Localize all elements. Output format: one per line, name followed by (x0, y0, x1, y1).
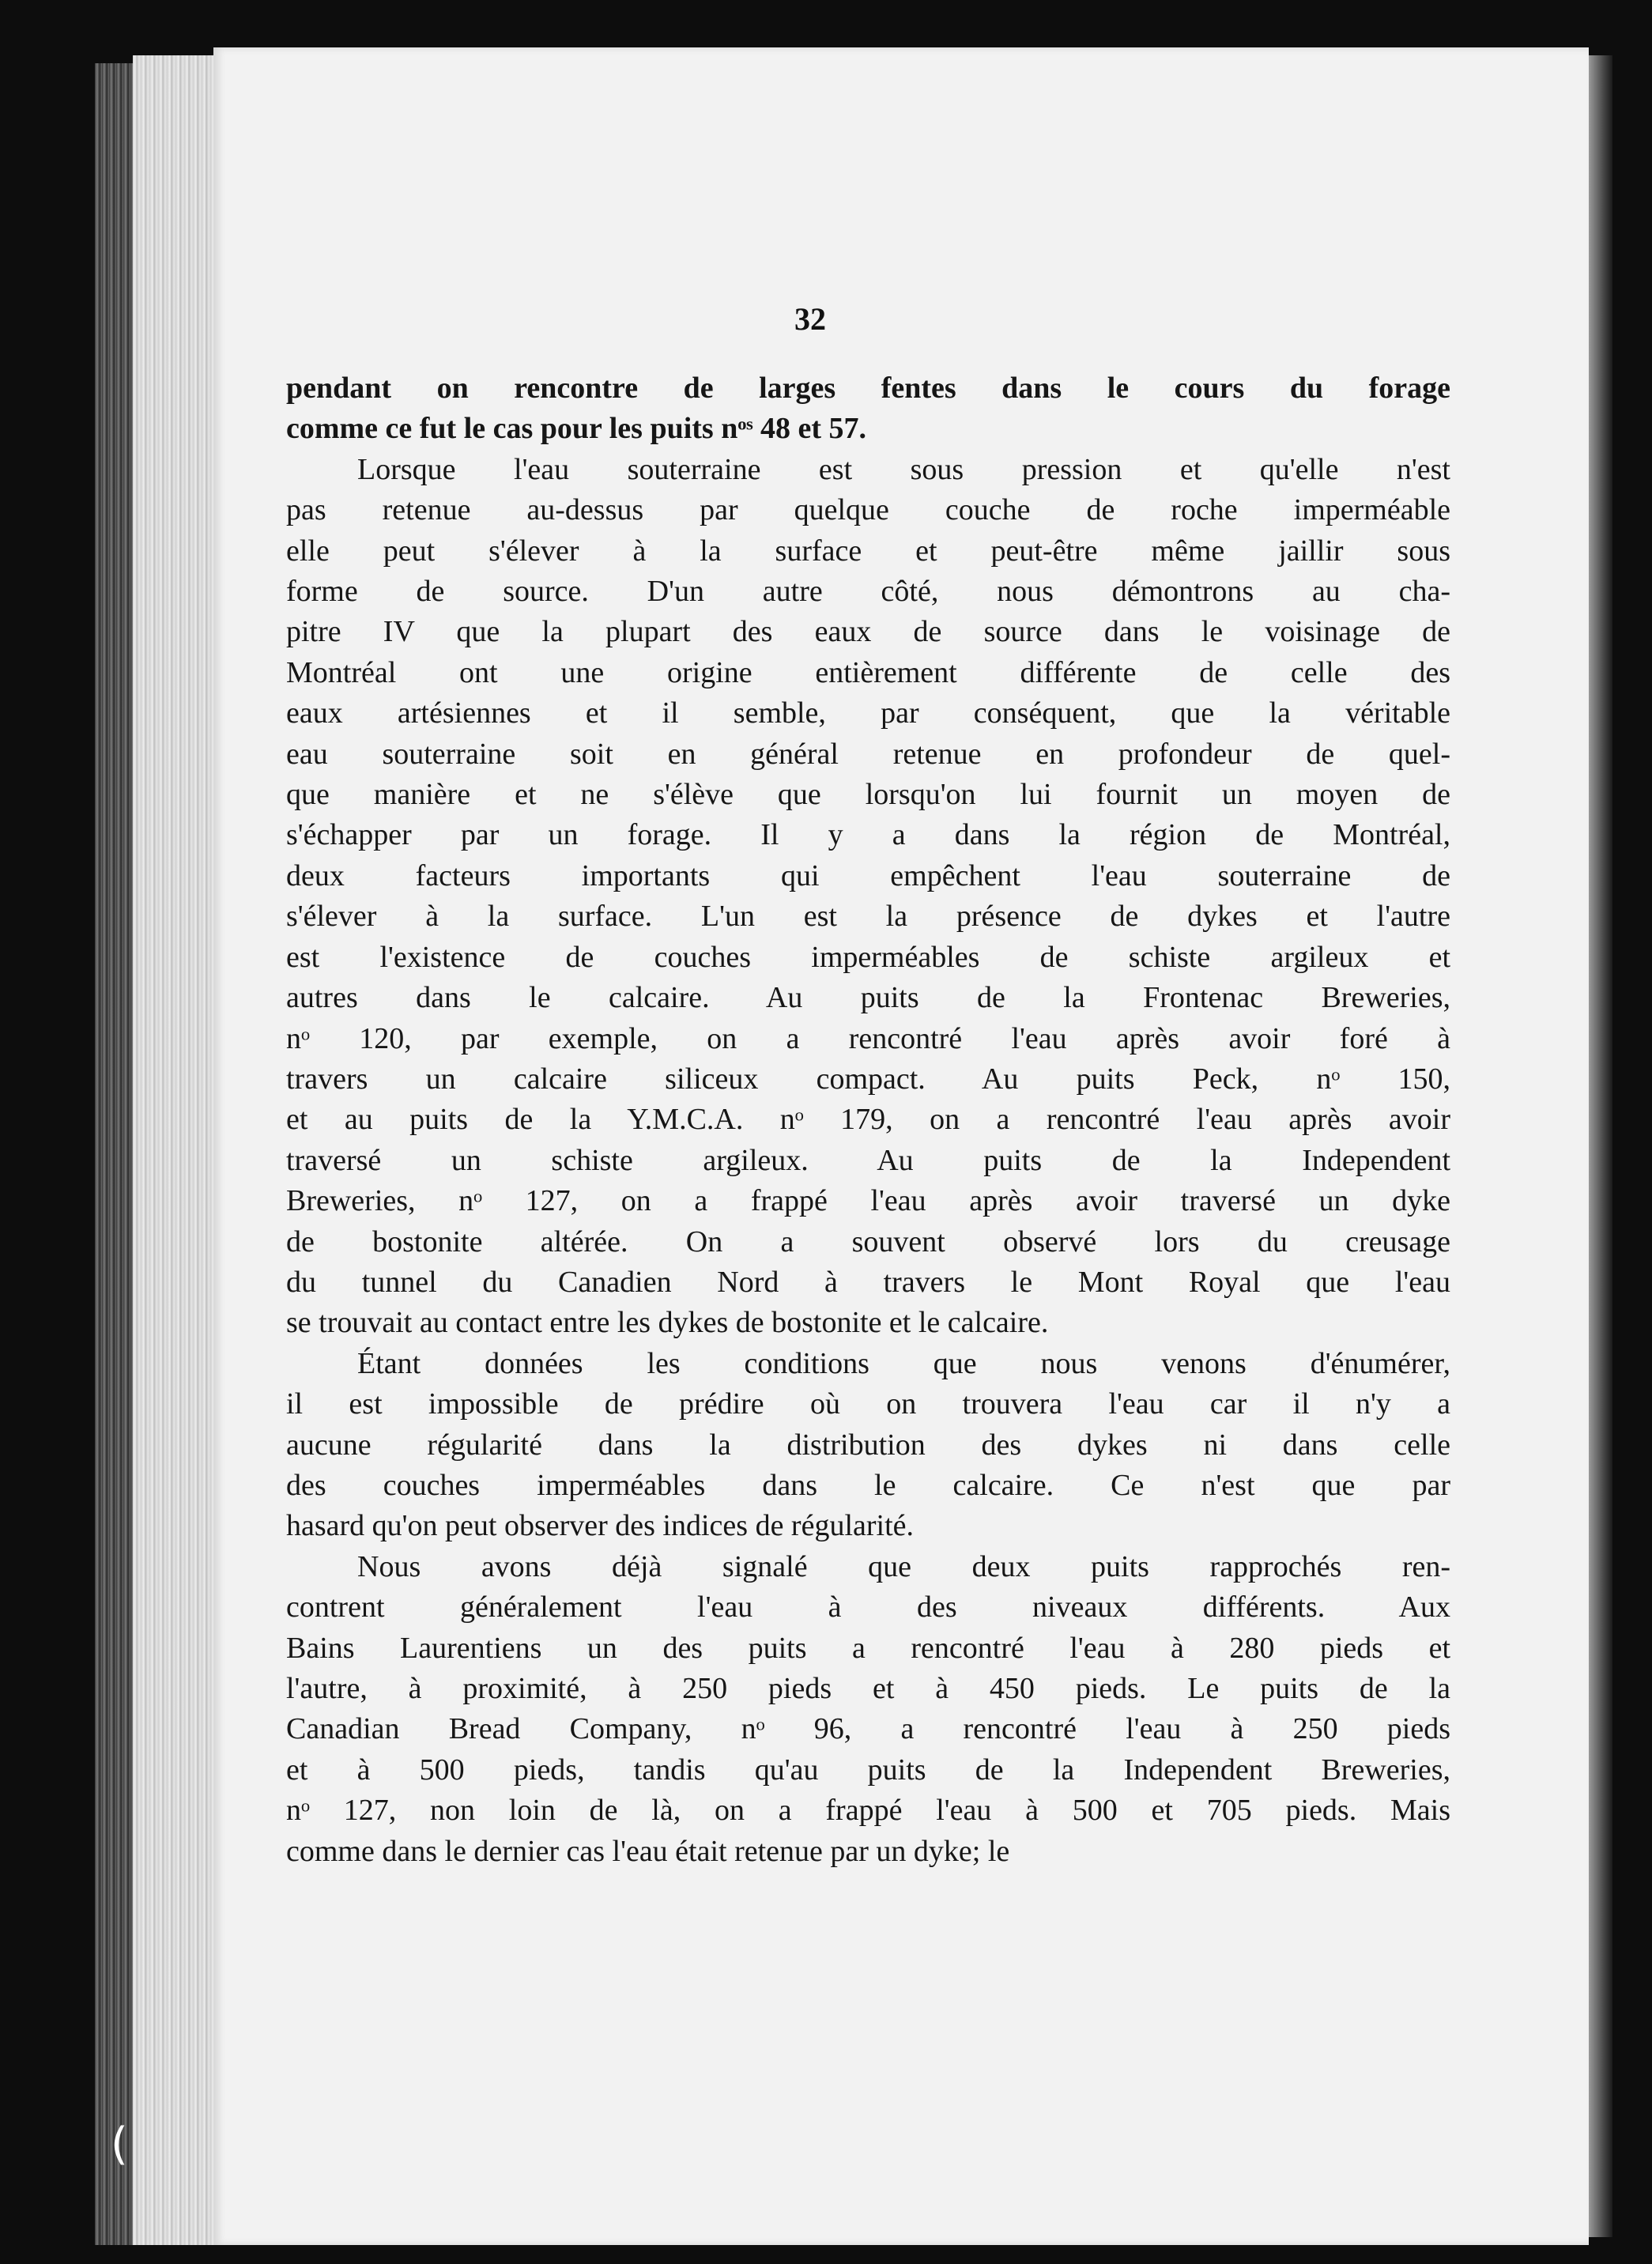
text-line: autres dans le calcaire. Au puits de la Frontenac Breweries, (286, 981, 1450, 1015)
text-line: Breweries, nᵒ 127, on a frappé l'eau après avoir traversé un dyke (286, 1184, 1450, 1218)
text-line: il est impossible de prédire où on trouvera l'eau car il n'y a (286, 1387, 1450, 1421)
text-line: eau souterraine soit en général retenue en profondeur de quel- (286, 737, 1450, 771)
page-number: 32 (794, 301, 826, 337)
text-line: nᵒ 127, non loin de là, on a frappé l'eau à 500 et 705 pieds. Mais (286, 1794, 1450, 1828)
text-line: deux facteurs importants qui empêchent l'eau souterraine de (286, 858, 1450, 892)
text-line: travers un calcaire siliceux compact. Au puits Peck, nᵒ 150, (286, 1062, 1450, 1096)
text-line: Lorsque l'eau souterraine est sous pression et qu'elle n'est (357, 452, 1450, 486)
text-line: nᵒ 120, par exemple, on a rencontré l'eau après avoir foré à (286, 1021, 1450, 1055)
page-stack-edges (133, 55, 220, 2245)
text-line: que manière et ne s'élève que lorsqu'on lui fournit un moyen de (286, 778, 1450, 812)
text-line: de bostonite altérée. On a souvent observé lors du creusage (286, 1224, 1450, 1258)
paragraph (286, 1344, 1450, 1547)
text-line: hasard qu'on peut observer des indices de régularité. (286, 1509, 915, 1543)
text-line: est l'existence de couches imperméables de schiste argileux et (286, 940, 1450, 974)
paragraph (286, 450, 1450, 1344)
text-line: pendant on rencontre de larges fentes dans le cours du forage (286, 372, 1450, 405)
text-line: elle peut s'élever à la surface et peut-être même jaillir sous (286, 534, 1450, 568)
text-line: aucune régularité dans la distribution des dykes ni dans celle (286, 1428, 1450, 1462)
text-line: Étant données les conditions que nous venons d'énumérer, (357, 1346, 1450, 1380)
text-line: Montréal ont une origine entièrement différente de celle des (286, 655, 1450, 689)
text-line: et au puits de la Y.M.C.A. nᵒ 179, on a rencontré l'eau après avoir (286, 1103, 1450, 1137)
text-line: eaux artésiennes et il semble, par conséquent, que la véritable (286, 696, 1450, 730)
text-line: Canadian Bread Company, nᵒ 96, a rencontré l'eau à 250 pieds (286, 1712, 1450, 1746)
text-line: des couches imperméables dans le calcaire. Ce n'est que par (286, 1468, 1450, 1502)
text-line: pitre IV que la plupart des eaux de source dans le voisinage de (286, 615, 1450, 649)
paragraph (286, 368, 1450, 450)
text-line: se trouvait au contact entre les dykes de bostonite et le calcaire. (286, 1306, 1049, 1340)
text-line: l'autre, à proximité, à 250 pieds et à 450 pieds. Le puits de la (286, 1672, 1450, 1705)
book-spine-edges (95, 63, 136, 2245)
text-line: et à 500 pieds, tandis qu'au puits de la Independent Breweries, (286, 1753, 1450, 1787)
page-right-shadow (1589, 55, 1612, 2237)
text-line: pas retenue au-dessus par quelque couche de roche imperméable (286, 493, 1450, 527)
text-line: traversé un schiste argileux. Au puits de la Independent (286, 1143, 1450, 1177)
text-line: du tunnel du Canadien Nord à travers le Mont Royal que l'eau (286, 1265, 1450, 1299)
text-line: s'élever à la surface. L'un est la présence de dykes et l'autre (286, 900, 1450, 934)
text-line: s'échapper par un forage. Il y a dans la région de Montréal, (286, 818, 1450, 852)
text-line: forme de source. D'un autre côté, nous démontrons au cha- (286, 575, 1450, 609)
text-line: Bains Laurentiens un des puits a rencontré l'eau à 280 pieds et (286, 1631, 1450, 1665)
text-line: contrent généralement l'eau à des niveaux différents. Aux (286, 1590, 1450, 1624)
margin-mark: ( (111, 2119, 128, 2170)
text-line: Nous avons déjà signalé que deux puits rapprochés ren- (357, 1549, 1450, 1583)
text-line: comme ce fut le cas pour les puits nᵒˢ 48 et 57. (286, 412, 867, 446)
text-line: comme dans le dernier cas l'eau était retenue par un dyke; le (286, 1834, 1010, 1868)
paragraph (286, 1547, 1450, 1872)
page-text-body (286, 368, 1450, 1872)
